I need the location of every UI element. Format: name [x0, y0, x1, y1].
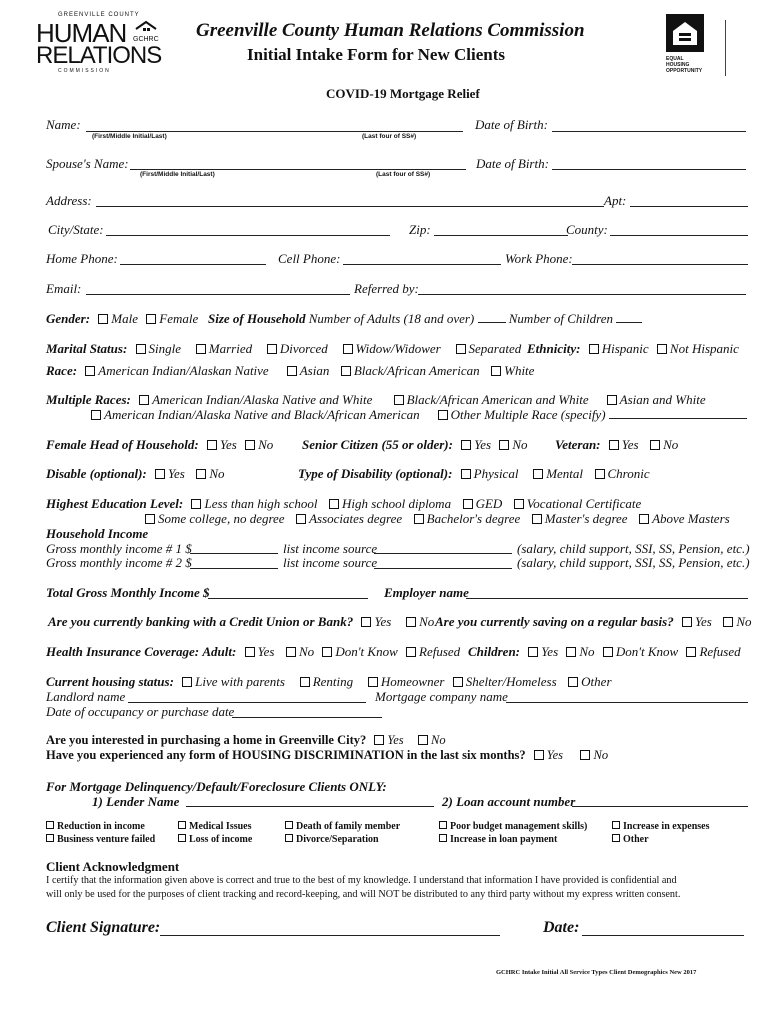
org-title: Greenville County Human Relations Commission — [196, 20, 585, 41]
reason-col2 — [178, 820, 252, 846]
cell-phone-input[interactable] — [343, 264, 501, 265]
divorced-label: Divorced — [279, 341, 328, 356]
address-input[interactable] — [96, 206, 604, 207]
employer-label: Employer name — [384, 585, 469, 600]
loan-label: 2) Loan account number — [442, 794, 576, 809]
senior-row — [302, 437, 528, 453]
multi-native-white-label: American Indian/Alaska Native and White — [152, 392, 373, 407]
dob-label: Date of Birth: — [475, 117, 548, 132]
income2-input[interactable] — [190, 568, 278, 569]
health-children-label: Children: — [468, 644, 521, 659]
child-dontknow-label: Don't Know — [615, 644, 679, 659]
email-input[interactable] — [86, 294, 350, 295]
death-family-label: Death of family member — [296, 821, 401, 832]
home-phone-label: Home Phone: — [46, 251, 118, 266]
dob2-input[interactable] — [552, 169, 746, 170]
reason-col3 — [285, 820, 400, 846]
spouse-label: Spouse's Name: — [46, 156, 129, 171]
single-label: Single — [148, 341, 182, 356]
footer-text: GCHRC Intake Initial All Service Types Client Demographics New 2017 — [496, 969, 697, 976]
reason-col5 — [612, 820, 709, 846]
discrimination-no-checkbox[interactable] — [580, 750, 590, 760]
form-title: Initial Intake Form for New Clients — [247, 45, 505, 64]
total-income-label: Total Gross Monthly Income $ — [46, 585, 210, 600]
logo-top-text: GREENVILLE COUNTY — [58, 12, 140, 18]
race-black-checkbox[interactable] — [341, 366, 351, 376]
dob2-label: Date of Birth: — [476, 156, 549, 171]
children-label: Number of Children — [508, 311, 614, 326]
mortgage-heading: For Mortgage Delinquency/Default/Foreclosure Clients ONLY: — [46, 779, 387, 794]
housing-parents-checkbox[interactable] — [182, 677, 192, 687]
purchase-no-label: No — [430, 733, 446, 747]
single-checkbox[interactable] — [136, 344, 146, 354]
edu-some-college-label: Some college, no degree — [158, 511, 285, 526]
referred-input[interactable] — [418, 294, 746, 295]
referred-label: Referred by: — [354, 281, 419, 296]
signature-input[interactable] — [160, 935, 500, 936]
veteran-no-checkbox[interactable] — [650, 440, 660, 450]
ack-heading: Client Acknowledgment — [46, 859, 180, 874]
edu-vocational-checkbox[interactable] — [514, 499, 524, 509]
chronic-label: Chronic — [607, 466, 650, 481]
marital-row — [46, 341, 521, 357]
adult-yes-label: Yes — [257, 644, 275, 659]
housing-other-checkbox[interactable] — [568, 677, 578, 687]
ack-text-line1: I certify that the information given above is correct and true to the best of my knowledge. I understand that information I have provided is confidential and — [46, 875, 677, 886]
adult-refused-label: Refused — [419, 644, 461, 659]
edu-bachelors-checkbox[interactable] — [414, 514, 424, 524]
work-phone-label: Work Phone: — [505, 251, 573, 266]
edu-ged-checkbox[interactable] — [463, 499, 473, 509]
physical-label: Physical — [473, 466, 519, 481]
logo-gchrc: GCHRC — [133, 36, 159, 43]
housing-parents-label: Live with parents — [195, 674, 285, 689]
multi-race-row2 — [86, 407, 747, 423]
mental-label: Mental — [546, 466, 584, 481]
multi-race-label: Multiple Races: — [46, 392, 131, 407]
logo — [36, 12, 166, 74]
purchase-question: Are you interested in purchasing a home in Greenville City? — [46, 733, 367, 747]
income1-source-label: list income source — [283, 541, 378, 556]
landlord-label: Landlord name — [46, 689, 126, 704]
reason-col1 — [46, 820, 155, 846]
banking-yes-checkbox[interactable] — [361, 617, 371, 627]
saving-yes-checkbox[interactable] — [682, 617, 692, 627]
purchase-row — [46, 733, 446, 748]
race-label: Race: — [46, 363, 78, 378]
mortgage-company-label: Mortgage company name — [375, 689, 508, 704]
chronic-checkbox[interactable] — [595, 469, 605, 479]
edu-hs-label: High school diploma — [342, 496, 452, 511]
female-head-yes-checkbox[interactable] — [207, 440, 217, 450]
disable-row — [46, 466, 225, 482]
female-checkbox[interactable] — [146, 314, 156, 324]
edu-vocational-label: Vocational Certificate — [526, 496, 642, 511]
logo-human: HUMAN — [36, 18, 127, 48]
loan-increase-checkbox[interactable] — [439, 834, 447, 842]
total-income-input[interactable] — [208, 598, 368, 599]
spouse-hint-ssn: (Last four of SS#) — [376, 171, 431, 178]
banking-no-label: No — [419, 614, 435, 629]
equal-housing-label: EQUAL HOUSING OPPORTUNITY — [666, 56, 703, 74]
ethnicity-row — [527, 341, 739, 357]
edu-above-masters-label: Above Masters — [652, 511, 730, 526]
senior-yes-checkbox[interactable] — [461, 440, 471, 450]
female-head-no-label: No — [258, 437, 274, 452]
business-failed-checkbox[interactable] — [46, 834, 54, 842]
cell-phone-label: Cell Phone: — [278, 251, 341, 266]
hispanic-checkbox[interactable] — [589, 344, 599, 354]
saving-yes-label: Yes — [694, 614, 712, 629]
adult-yes-checkbox[interactable] — [245, 647, 255, 657]
banking-yes-label: Yes — [374, 614, 392, 629]
senior-no-label: No — [512, 437, 528, 452]
edu-some-college-checkbox[interactable] — [145, 514, 155, 524]
female-head-no-checkbox[interactable] — [245, 440, 255, 450]
loan-input[interactable] — [572, 806, 748, 807]
multi-asian-white-label: Asian and White — [619, 392, 706, 407]
saving-row — [435, 614, 752, 630]
purchase-no-checkbox[interactable] — [418, 735, 428, 745]
adults-label: Number of Adults (18 and over) — [308, 311, 475, 326]
female-head-label: Female Head of Household: — [46, 437, 199, 452]
adult-refused-checkbox[interactable] — [406, 647, 416, 657]
race-white-checkbox[interactable] — [491, 366, 501, 376]
child-no-checkbox[interactable] — [566, 647, 576, 657]
loss-income-label: Loss of income — [189, 834, 253, 845]
mental-checkbox[interactable] — [533, 469, 543, 479]
city-input[interactable] — [106, 235, 390, 236]
poor-budget-checkbox[interactable] — [439, 821, 447, 829]
banking-row — [48, 614, 434, 630]
spouse-input[interactable] — [130, 169, 466, 170]
education-row2 — [140, 511, 730, 527]
health-row — [46, 644, 460, 660]
health-label: Health Insurance Coverage: — [46, 644, 200, 659]
edu-associates-label: Associates degree — [309, 511, 403, 526]
apt-input[interactable] — [630, 206, 748, 207]
name-input[interactable] — [86, 131, 463, 132]
housing-shelter-checkbox[interactable] — [453, 677, 463, 687]
race-native-checkbox[interactable] — [85, 366, 95, 376]
loss-income-checkbox[interactable] — [178, 834, 186, 842]
ethnicity-label: Ethnicity: — [527, 341, 581, 356]
ack-text-line2: will only be used for the purposes of client tracking and record-keeping, and will NOT be distributed to any third party without my express written consent. — [46, 889, 681, 900]
name-hint-ssn: (Last four of SS#) — [362, 133, 417, 140]
multi-other-input[interactable] — [609, 418, 747, 419]
not-hispanic-checkbox[interactable] — [657, 344, 667, 354]
gender-label: Gender: — [46, 311, 91, 326]
address-label: Address: — [46, 193, 92, 208]
veteran-label: Veteran: — [555, 437, 601, 452]
name-label: Name: — [46, 117, 81, 132]
occupancy-label: Date of occupancy or purchase date — [46, 704, 235, 719]
banking-question: Are you currently banking with a Credit Union or Bank? — [48, 614, 354, 629]
health-adult-label: Adult: — [202, 644, 237, 659]
edu-masters-label: Master's degree — [544, 511, 628, 526]
mortgage-company-input[interactable] — [506, 702, 748, 703]
poor-budget-label: Poor budget management skills) — [450, 821, 588, 832]
not-hispanic-label: Not Hispanic — [669, 341, 739, 356]
child-refused-label: Refused — [699, 644, 741, 659]
veteran-yes-label: Yes — [621, 437, 639, 452]
income1-input[interactable] — [190, 553, 278, 554]
logo-bottom-text: COMMISSION — [58, 68, 111, 74]
purchase-yes-checkbox[interactable] — [374, 735, 384, 745]
expenses-increase-label: Increase in expenses — [623, 821, 710, 832]
housing-renting-checkbox[interactable] — [300, 677, 310, 687]
reduction-income-label: Reduction in income — [57, 821, 145, 832]
edu-bachelors-label: Bachelor's degree — [426, 511, 521, 526]
income1-source-input[interactable] — [374, 553, 512, 554]
city-label: City/State: — [48, 222, 104, 237]
adult-dontknow-label: Don't Know — [335, 644, 398, 659]
edu-ged-label: GED — [475, 496, 503, 511]
signature-date-input[interactable] — [582, 935, 744, 936]
housing-renting-label: Renting — [312, 674, 354, 689]
income-line1-label: Gross monthly income # 1 $ — [46, 541, 192, 556]
loan-increase-label: Increase in loan payment — [450, 834, 558, 845]
form-subtitle: COVID-19 Mortgage Relief — [326, 86, 480, 101]
income2-note: (salary, child support, SSI, SS, Pension, etc.) — [517, 555, 750, 570]
house-icon — [134, 20, 158, 36]
housing-homeowner-checkbox[interactable] — [368, 677, 378, 687]
medical-issues-label: Medical Issues — [189, 821, 252, 832]
race-native-label: American Indian/Alaskan Native — [98, 363, 269, 378]
disable-no-label: No — [209, 466, 225, 481]
email-label: Email: — [46, 281, 82, 296]
edu-hs-checkbox[interactable] — [329, 499, 339, 509]
veteran-yes-checkbox[interactable] — [609, 440, 619, 450]
logo-relations: RELATIONS — [36, 42, 162, 69]
reason-col4 — [439, 820, 587, 846]
housing-label: Current housing status: — [46, 674, 174, 689]
discrimination-row — [46, 748, 608, 763]
race-white-label: White — [504, 363, 535, 378]
signature-date-label: Date: — [543, 919, 580, 936]
income-line2-label: Gross monthly income # 2 $ — [46, 555, 192, 570]
adult-no-checkbox[interactable] — [286, 647, 296, 657]
child-refused-checkbox[interactable] — [686, 647, 696, 657]
disability-type-label: Type of Disability (optional): — [298, 466, 453, 481]
income2-source-input[interactable] — [374, 568, 512, 569]
discrimination-no-label: No — [593, 748, 609, 762]
gender-row — [46, 311, 642, 327]
senior-label: Senior Citizen (55 or older): — [302, 437, 453, 452]
multi-native-black-label: American Indian/Alaska Native and Black/African American — [104, 407, 420, 422]
child-no-label: No — [579, 644, 595, 659]
county-input[interactable] — [610, 235, 748, 236]
home-phone-input[interactable] — [120, 264, 266, 265]
business-failed-label: Business venture failed — [57, 834, 156, 845]
multi-black-white-label: Black/African American and White — [406, 392, 589, 407]
adults-input[interactable] — [478, 322, 506, 323]
purchase-yes-label: Yes — [387, 733, 404, 747]
work-phone-input[interactable] — [572, 264, 748, 265]
disable-no-checkbox[interactable] — [196, 469, 206, 479]
housing-homeowner-label: Homeowner — [380, 674, 445, 689]
adult-dontknow-checkbox[interactable] — [322, 647, 332, 657]
saving-no-label: No — [736, 614, 752, 629]
expenses-increase-checkbox[interactable] — [612, 821, 620, 829]
multi-native-black-checkbox[interactable] — [91, 410, 101, 420]
disable-yes-checkbox[interactable] — [155, 469, 165, 479]
reason-other-label: Other — [623, 834, 649, 845]
housing-row — [46, 674, 612, 690]
household-size-label: Size of Household — [208, 311, 306, 326]
income2-source-label: list income source — [283, 555, 378, 570]
senior-yes-label: Yes — [474, 437, 492, 452]
education-label: Highest Education Level: — [46, 496, 184, 511]
disable-label: Disable (optional): — [46, 466, 147, 481]
saving-question: Are you currently saving on a regular basis? — [435, 614, 674, 629]
equal-housing-icon — [670, 18, 700, 48]
child-yes-label: Yes — [541, 644, 559, 659]
child-dontknow-checkbox[interactable] — [603, 647, 613, 657]
multi-other-checkbox[interactable] — [438, 410, 448, 420]
race-black-label: Black/African American — [353, 363, 480, 378]
saving-no-checkbox[interactable] — [723, 617, 733, 627]
male-label: Male — [111, 311, 139, 326]
reason-other-checkbox[interactable] — [612, 834, 620, 842]
multi-native-white-checkbox[interactable] — [139, 395, 149, 405]
signature-label: Client Signature: — [46, 919, 161, 936]
adult-no-label: No — [298, 644, 315, 659]
housing-other-label: Other — [581, 674, 612, 689]
health-children-row — [468, 644, 741, 660]
county-label: County: — [566, 222, 608, 237]
widow-checkbox[interactable] — [343, 344, 353, 354]
multi-asian-white-checkbox[interactable] — [607, 395, 617, 405]
apt-label: Apt: — [604, 193, 627, 208]
zip-label: Zip: — [409, 222, 431, 237]
edu-above-masters-checkbox[interactable] — [639, 514, 649, 524]
edu-less-hs-label: Less than high school — [204, 496, 318, 511]
divorce-label: Divorce/Separation — [296, 834, 379, 845]
senior-no-checkbox[interactable] — [499, 440, 509, 450]
medical-issues-checkbox[interactable] — [178, 821, 186, 829]
landlord-input[interactable] — [128, 702, 366, 703]
income1-note: (salary, child support, SSI, SS, Pension, etc.) — [517, 541, 750, 556]
occupancy-input[interactable] — [232, 717, 382, 718]
dob-input[interactable] — [552, 131, 746, 132]
female-head-row — [46, 437, 273, 453]
disability-type-row — [298, 466, 650, 482]
race-asian-label: Asian — [299, 363, 330, 378]
multi-other-label: Other Multiple Race (specify) — [450, 407, 606, 422]
veteran-row — [555, 437, 678, 453]
male-checkbox[interactable] — [98, 314, 108, 324]
race-row — [46, 363, 534, 379]
reduction-income-checkbox[interactable] — [46, 821, 54, 829]
multi-race-row1 — [46, 392, 706, 408]
income-heading: Household Income — [46, 526, 149, 541]
death-family-checkbox[interactable] — [285, 821, 293, 829]
equal-housing-logo — [666, 14, 726, 76]
spouse-hint-first: (First/Middle Initial/Last) — [140, 171, 215, 178]
female-head-yes-label: Yes — [220, 437, 237, 452]
multi-black-white-checkbox[interactable] — [394, 395, 404, 405]
marital-label: Marital Status: — [46, 341, 128, 356]
lender-input[interactable] — [186, 806, 434, 807]
veteran-no-label: No — [663, 437, 679, 452]
lender-label: 1) Lender Name — [92, 794, 180, 809]
children-input[interactable] — [616, 322, 642, 323]
divorce-checkbox[interactable] — [285, 834, 293, 842]
widow-label: Widow/Widower — [355, 341, 441, 356]
married-label: Married — [208, 341, 253, 356]
race-asian-checkbox[interactable] — [287, 366, 297, 376]
edu-less-hs-checkbox[interactable] — [191, 499, 201, 509]
separated-label: Separated — [468, 341, 522, 356]
housing-shelter-label: Shelter/Homeless — [465, 674, 557, 689]
discrimination-question: Have you experienced any form of HOUSING DISCRIMINATION in the last six months? — [46, 748, 526, 762]
disable-yes-label: Yes — [168, 466, 185, 481]
employer-input[interactable] — [466, 598, 748, 599]
edu-associates-checkbox[interactable] — [296, 514, 306, 524]
physical-checkbox[interactable] — [461, 469, 471, 479]
child-yes-checkbox[interactable] — [528, 647, 538, 657]
edu-masters-checkbox[interactable] — [532, 514, 542, 524]
female-label: Female — [159, 311, 199, 326]
banking-no-checkbox[interactable] — [406, 617, 416, 627]
separated-checkbox[interactable] — [456, 344, 466, 354]
education-row1 — [46, 496, 641, 512]
name-hint-first: (First/Middle Initial/Last) — [92, 133, 167, 140]
discrimination-yes-label: Yes — [546, 748, 563, 762]
zip-input[interactable] — [434, 235, 568, 236]
married-checkbox[interactable] — [196, 344, 206, 354]
hispanic-label: Hispanic — [601, 341, 649, 356]
divorced-checkbox[interactable] — [267, 344, 277, 354]
discrimination-yes-checkbox[interactable] — [534, 750, 544, 760]
